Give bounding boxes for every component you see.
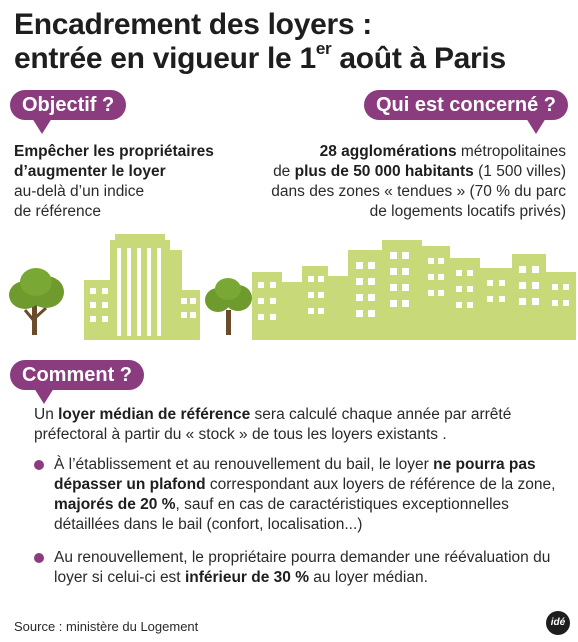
tree-icon bbox=[205, 278, 252, 335]
objectif-bold-1: Empêcher les propriétaires bbox=[14, 143, 214, 160]
title-line-2-sup: er bbox=[315, 39, 332, 58]
intro-pre: Un bbox=[34, 406, 59, 423]
qui-l2-bold: plus de 50 000 habitants bbox=[294, 163, 474, 180]
bullet2-pre: Au renouvellement, le propriétaire pourra demander une réévaluation du loyer si celui-ci est bbox=[54, 549, 551, 586]
qui-l2-rest: (1 500 villes) bbox=[473, 163, 566, 180]
bubble-tail bbox=[526, 118, 546, 134]
intro-bold: loyer médian de référence bbox=[58, 406, 251, 423]
qui-l1-rest: métropolitaines bbox=[456, 143, 566, 160]
comment-intro bbox=[34, 405, 564, 445]
objectif-bold-2: d’augmenter le loyer bbox=[14, 163, 166, 180]
comment-bubble bbox=[10, 360, 144, 390]
list-item bbox=[34, 455, 564, 535]
qui-l4: de logements locatifs privés) bbox=[369, 203, 566, 220]
building-icon bbox=[84, 234, 200, 340]
bullet2-rest: au loyer médian. bbox=[308, 569, 428, 586]
city-skyline-icon bbox=[252, 240, 576, 340]
city-illustration bbox=[0, 210, 578, 342]
bullet-dot-icon bbox=[34, 553, 44, 563]
bubble-tail bbox=[34, 388, 54, 404]
bullet2-bold: inférieur de 30 % bbox=[184, 569, 309, 586]
list-item bbox=[34, 548, 564, 588]
bullet1-bold2: majorés de 20 % bbox=[54, 496, 176, 513]
qui-l2-pre: de bbox=[273, 163, 295, 180]
bullet1-bold1: ne pourra pas dépasser un plafond bbox=[54, 456, 536, 493]
qui-bubble bbox=[364, 90, 568, 120]
title-line-2 bbox=[14, 39, 569, 76]
qui-label: Qui est concerné ? bbox=[375, 94, 556, 116]
title-line-2-b: août à Paris bbox=[331, 42, 506, 75]
bubble-tail bbox=[32, 118, 52, 134]
intro-rest: sera calculé chaque année par arrêté préfectoral à partir du « stock » de tous les loyers existants . bbox=[34, 406, 512, 443]
tree-icon bbox=[9, 268, 64, 335]
comment-bullets bbox=[34, 455, 564, 601]
bullet-dot-icon bbox=[34, 460, 44, 470]
comment-label: Comment ? bbox=[22, 364, 132, 386]
qui-l3: dans des zones « tendues » (70 % du parc bbox=[271, 183, 566, 200]
bullet1-mid: correspondant aux loyers de référence de la zone, bbox=[205, 476, 556, 493]
objectif-rest-1: au-delà d’un indice bbox=[14, 183, 145, 200]
title-line-1: Encadrement des loyers : bbox=[14, 8, 372, 41]
qui-l1-bold: 28 agglomérations bbox=[319, 143, 457, 160]
objectif-label: Objectif ? bbox=[22, 94, 115, 116]
page-title bbox=[14, 8, 569, 76]
bullet1-rest: , sauf en cas de caractéristiques exceptionnelles détaillées dans le bail (confort, localisation...) bbox=[54, 496, 509, 533]
objectif-rest-2: de référence bbox=[14, 203, 102, 220]
publisher-logo: idé bbox=[546, 611, 570, 635]
source-note: Source : ministère du Logement bbox=[14, 619, 199, 634]
bullet1-pre: À l’établissement et au renouvellement du bail, le loyer bbox=[54, 456, 434, 473]
objectif-bubble bbox=[10, 90, 126, 120]
title-line-2-a: entrée en vigueur le 1 bbox=[14, 42, 316, 75]
